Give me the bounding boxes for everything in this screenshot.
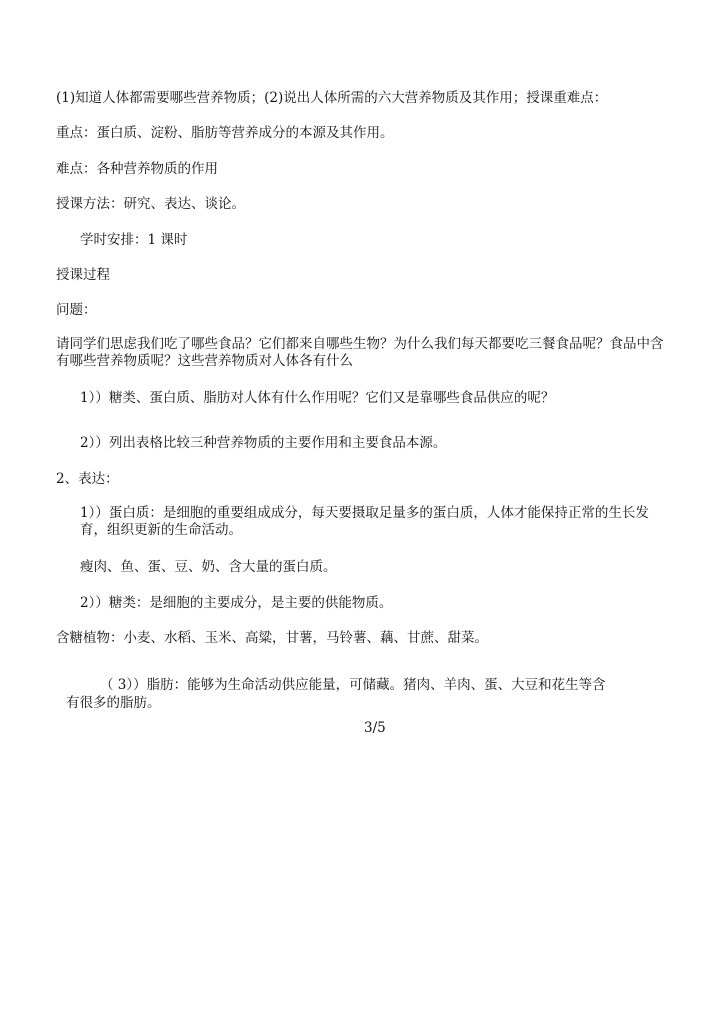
fat-line-2: 有很多的脂肪。 <box>66 695 161 711</box>
process-heading: 授课过程 <box>56 267 110 283</box>
sugar-line: 2））糖类：是细胞的主要成分，是主要的供能物质。 <box>80 595 393 611</box>
express-heading: 2、表达： <box>56 471 119 487</box>
question-item-1: 1））糖类、蛋白质、脂肪对人体有什么作用呢？它们又是靠哪些食品供应的呢？ <box>80 390 555 406</box>
difficulties-line: 难点：各种营养物质的作用 <box>56 161 218 177</box>
question-item-2: 2））列出表格比较三种营养物质的主要作用和主要食品本源。 <box>80 435 447 451</box>
sugar-plants-line: 含糖植物：小麦、水稻、玉米、高粱，甘薯，马铃薯、藕、甘蔗、甜菜。 <box>56 630 488 646</box>
schedule-line: 学时安排：1 课时 <box>80 232 188 248</box>
protein-foods-line: 瘦肉、鱼、蛋、豆、奶、含大量的蛋白质。 <box>80 559 337 575</box>
protein-paragraph: 1））蛋白质：是细胞的重要组成成分，每天要摄取足量多的蛋白质，人体才能保持正常的生长发育，组织更新的生命活动。 <box>80 505 649 538</box>
question-heading: 问题： <box>56 302 97 318</box>
methods-line: 授课方法：研究、表达、谈论。 <box>56 196 245 212</box>
page-number: 3/5 <box>364 720 386 736</box>
question-paragraph: 请同学们思虑我们吃了哪些食品？它们都来自哪些生物？为什么我们每天都要吃三餐食品呢？食品中含有哪些营养物质呢？这些营养物质对人体各有什么 <box>56 336 664 369</box>
objectives-line: (1)知道人体都需要哪些营养物质；(2)说出人体所需的六大营养物质及其作用；授课重难点： <box>56 90 608 106</box>
key-points-line: 重点：蛋白质、淀粉、脂肪等营养成分的本源及其作用。 <box>56 125 394 141</box>
fat-line-1: （ 3））脂肪：能够为生命活动供应能量，可储藏。猪肉、羊肉、蛋、大豆和花生等含 <box>100 677 606 693</box>
